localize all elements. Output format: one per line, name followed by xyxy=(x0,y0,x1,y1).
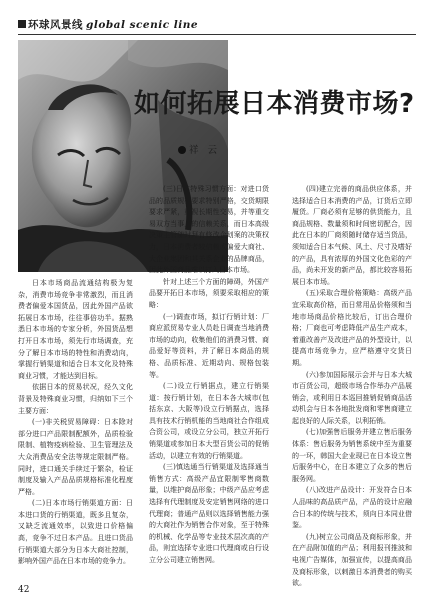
section-title-cn: 环球风景线 xyxy=(28,19,83,31)
section-title-en: global scenic line xyxy=(86,19,199,31)
author-name: 祥 云 xyxy=(189,145,221,156)
paragraph: 依据日本的贸易状况，经久文化背景及特殊商业习惯，归纳如下三个主要方面： xyxy=(18,383,133,415)
paragraph: (七)加强售后服务并建立售后服务体系：售后服务为销售系统中至为重要的一环，韩国大企业现已在日本设立售后服务中心，在日本建立了众多的售后服务网。 xyxy=(292,428,412,483)
author-line xyxy=(178,142,220,156)
paragraph: 针对上述三个方面的障碍，外国产品要开拓日本市场，须要采取相应的策略： xyxy=(149,277,269,309)
section-header xyxy=(18,17,198,32)
paragraph: (二)日本市场行销渠道方面：日本进口货的行销渠道，既多且复杂，又缺乏流通效率，以致进口价格偏高，竞争不过日本产品。且进口货品行销渠道大部分为日本大商社控制，影响外国产品在日本市场的竞争力。 xyxy=(18,499,133,566)
text-column-2 xyxy=(149,184,269,567)
paragraph: (六)参加国际展示会并与日本大城市百货公司，超级市场合作举办产品展销会，或利用日本巡回推销促销商品活动机会与日本各地批发商和零售商建立起良好的人际关系，以利拓销。 xyxy=(292,370,412,425)
paragraph: 日本市场商品流通结构极为复杂，消费市场竞争非常激烈，而且消费者偏爱本国货品，因此外国产品欲拓展日本市场，往往事倍功半。据熟悉日本市场的专家分析，外国货品想打开日本市场，须先行市场调查，充分了解日本市场的特性和消费动向，掌握行销渠道和适合日本文化及特殊商业习惯，才能达到目标。 xyxy=(18,279,133,380)
paragraph: (二)设立行销据点，建立行销渠道：按行销计划，在日本各大城市(包括东京、大阪等)设立行销据点，选择具有技术行销机能的当地商社合作组成合资公司，或设立分公司，独立开拓行销渠道或参加日本大型百货公司的促销活动，以建立有效的行销渠道。 xyxy=(149,382,269,460)
paragraph: (四)建立完善的商品供应体系，并选择适合日本消费的产品，订货后立即履货。厂商必须有足够的供货能力，且商品规格、数量须和时间密切配合，因此在日本的厂商须随时储存适当货品，须知适合日本气候、风土、尺寸及嗜好的产品，具有浓厚的外国文化色彩的产品，尚未开发的新产品，都比较容易拓展日本市场。 xyxy=(292,185,412,286)
paragraph: (五)采取合理价格策略：高级产品宜采取高价格，而日常用品价格须和当地市场商品价格比较后，订出合理价格；厂商也可考虑降低产品生产成本，着重改善产及改进产品的外型设计，以提高市场竞争力，应严格遵守交货日期。 xyxy=(292,289,412,367)
paragraph: (三)日本特殊习惯方面：对进口货品的品质规格要求特别严格，交货期限要求严紧，重视长期性交易，并等重交易双方当事人的信赖关系，而日本高级决策主管随时拜有修改企划案的决策权力，日本消费者较信赖或偏爱大商社、大企业集团和其关系企业的品牌商品，因此外国商品难以打入日本市场。 xyxy=(149,185,269,275)
text-column-3 xyxy=(292,184,412,590)
bullet-dot-icon xyxy=(178,146,186,154)
paragraph: (一)非关税贸易障碍：日本除对部分进口产品限制配额外，品质检验限制、植物疫病检验、卫生管理法及大众消费品安全法等规定限制严格。同时，进口通关手续过于繁杂，检证制度及输入产品品质规格标准化程度严格。 xyxy=(18,418,133,496)
paragraph: (八)改进产品设计：开发符合日本人品味的高品质产品，产品的设计应融合日本的传统与技术，须向日本同业借鉴。 xyxy=(292,486,412,530)
square-bullet-icon xyxy=(18,20,26,28)
header-divider xyxy=(18,34,416,35)
paragraph: (一)调查市场，拟订行销计划：厂商应派贸易专业人员赴日调查当地消费市场的动向，收集他们的消费习惯、商品爱好等资料，并了解日本商品的规格、品质标准、近期动向、规格包装等。 xyxy=(149,312,269,379)
article-title: 如何拓展日本消费市场? xyxy=(134,89,415,119)
page-number: 42 xyxy=(18,585,30,595)
paragraph: (九)树立公司商品及商标形象，并在产品附加值的产品；利用报刊推波和电视广告媒体，加强宣传，以提高商品及商标形象，以刺激日本消费者的购买欲。 xyxy=(292,532,412,588)
paragraph: (三)慎选通当行销渠道及选择通当销售方式：高级产品宜限制零售商数量，以维护商品形象；中级产品应考虑选择有代理制度及安定销售网络的进口代理商；普通产品则以选择销售能力强的大商社作为销售合作对象，至于特殊的机械、化学品等专业技术层次高的产品，则宜选择专业进口代理商或自行设立分公司建立销售网。 xyxy=(149,463,269,564)
text-column-1 xyxy=(18,278,133,568)
